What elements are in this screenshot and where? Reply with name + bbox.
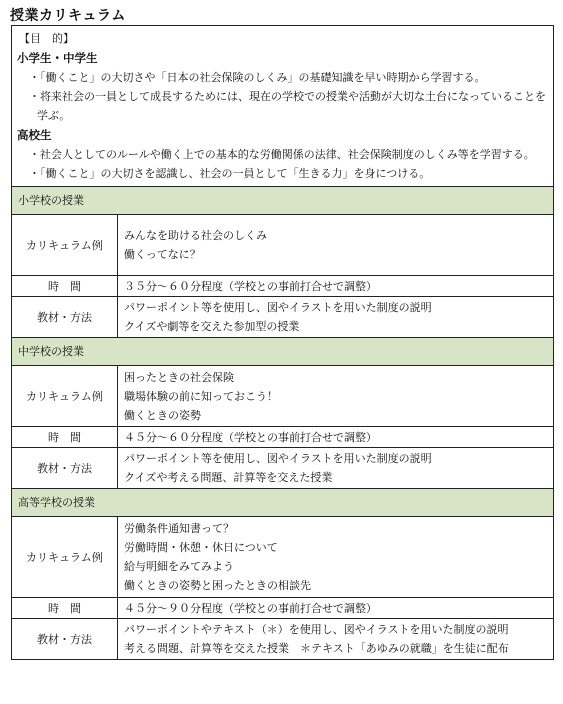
method-content: [118, 619, 554, 660]
curriculum-item: 働くときの姿勢: [124, 408, 201, 422]
method-row: [12, 448, 554, 489]
method-content: [118, 448, 554, 489]
curriculum-label: カリキュラム例: [12, 366, 118, 427]
section-header-elementary: 小学校の授業: [12, 187, 554, 215]
time-row: [12, 427, 554, 448]
curriculum-item: 働くってなに？: [124, 248, 201, 261]
curriculum-table: [11, 25, 554, 660]
section-header-high-school: 高等学校の授業: [12, 489, 554, 517]
curriculum-row: [12, 366, 554, 427]
curriculum-content: [118, 215, 554, 276]
time-label: 時 間: [12, 427, 118, 448]
section-header-row: [12, 489, 554, 517]
curriculum-row: [12, 215, 554, 276]
curriculum-item: 労働条件通知書って？: [124, 522, 234, 535]
method-row: [12, 297, 554, 338]
method-item: パワーポイントやテキスト（＊）を使用し、図やイラストを用いた制度の説明: [124, 623, 509, 636]
method-item: クイズや考える問題、計算等を交えた授業: [124, 471, 333, 484]
curriculum-item: 困ったときの社会保険: [124, 370, 234, 384]
curriculum-row: [12, 517, 554, 598]
purpose-group-label: 高校生: [17, 128, 52, 142]
purpose-heading: 【目 的】: [19, 32, 74, 45]
method-item: クイズや劇等を交えた参加型の授業: [124, 320, 300, 333]
purpose-row: [12, 26, 554, 187]
time-label: 時 間: [12, 276, 118, 297]
purpose-cell: [12, 26, 554, 187]
time-label: 時 間: [12, 598, 118, 619]
curriculum-label: カリキュラム例: [12, 215, 118, 276]
purpose-bullet: ・「働くこと」の大切さを認識し、社会の一員として「生きる力」を身につける。: [29, 167, 431, 180]
method-label: 教材・方法: [12, 297, 118, 338]
page-title: 授業カリキュラム: [10, 8, 126, 24]
time-value: ４５分～６０分程度（学校との事前打合せで調整）: [118, 427, 554, 448]
curriculum-label: カリキュラム例: [12, 517, 118, 598]
method-content: [118, 297, 554, 338]
curriculum-content: [118, 366, 554, 427]
time-value: ３５分～６０分程度（学校との事前打合せで調整）: [118, 276, 554, 297]
purpose-group-label: 小学生・中学生: [17, 51, 98, 65]
method-item: 考える問題、計算等を交えた授業 ＊テキスト「あゆみの就職」を生徒に配布: [124, 642, 509, 655]
method-item: パワーポイント等を使用し、図やイラストを用いた制度の説明: [124, 301, 432, 314]
curriculum-item: 職場体験の前に知っておこう！: [124, 389, 278, 403]
curriculum-item: 給与明細をみてみよう: [124, 560, 234, 573]
time-value: ４５分～９０分程度（学校との事前打合せで調整）: [118, 598, 554, 619]
purpose-bullet: ・将来社会の一員として成長するためには、現在の学校での授業や活動が大切な土台になっていることを学ぶ。: [29, 90, 546, 122]
curriculum-content: [118, 517, 554, 598]
method-label: 教材・方法: [12, 619, 118, 660]
section-header-junior-high: 中学校の授業: [12, 338, 554, 366]
section-header-row: [12, 338, 554, 366]
time-row: [12, 598, 554, 619]
curriculum-item: 働くときの姿勢と困ったときの相談先: [124, 579, 311, 592]
section-header-row: [12, 187, 554, 215]
purpose-bullet: ・社会人としてのルールや働く上での基本的な労働関係の法律、社会保険制度のしくみ等を学習する。: [29, 148, 535, 161]
method-item: パワーポイント等を使用し、図やイラストを用いた制度の説明: [124, 452, 432, 465]
curriculum-item: みんなを助ける社会のしくみ: [124, 229, 267, 242]
purpose-bullet: ・「働くこと」の大切さや「日本の社会保険のしくみ」の基礎知識を早い時期から学習する。: [29, 71, 486, 84]
curriculum-item: 労働時間・休憩・休日について: [124, 541, 278, 554]
method-label: 教材・方法: [12, 448, 118, 489]
method-row: [12, 619, 554, 660]
time-row: [12, 276, 554, 297]
